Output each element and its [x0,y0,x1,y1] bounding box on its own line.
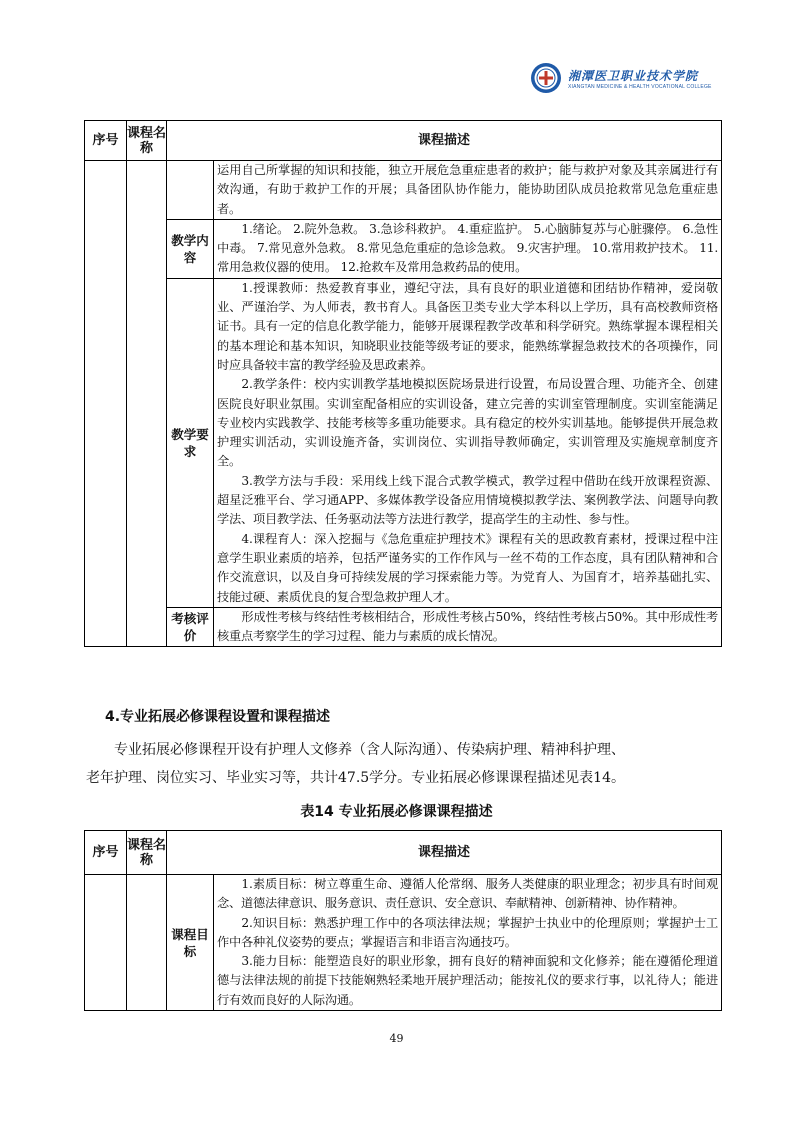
desc-competence-continued [214,161,722,220]
label-teaching-content: 教学内容 [167,219,214,278]
goal-knowledge: 2.知识目标：熟悉护理工作中的各项法律法规；掌握护士执业中的伦理原则；掌握护士工作中各种礼仪姿势的要点；掌握语言和非语言沟通技巧。 [217,915,719,949]
cell-no-empty [85,875,127,1011]
extension-course-table [84,830,722,1011]
page-number: 49 [389,1032,404,1045]
school-name-cn: 湘潭医卫职业技术学院 [568,68,699,83]
cell-no-empty [85,161,127,647]
header-course-name [127,121,167,161]
desc-evaluation [214,607,722,647]
course-table-continued [84,120,722,647]
header-course-name [127,831,167,875]
desc-course-goals [214,875,722,1011]
header-course-desc: 课程描述 [167,121,722,161]
desc-teaching-requirements [214,278,722,607]
goal-quality: 1.素质目标：树立尊重生命、遵循人伦常纲、服务人类健康的职业理念；初步具有时间观念、道德法律意识、服务意识、责任意识、安全意识、奉献精神、创新精神、协作精神。 [217,877,719,911]
evaluation-text: 形成性考核与终结性考核相结合，形成性考核占50%，终结性考核占50%。其中形成性考核重点考察学生的学习过程、能力与素质的成长情况。 [217,609,719,644]
header-no: 序号 [85,831,127,875]
req-education: 4.课程育人：深入挖掘与《急危重症护理技术》课程有关的思政教育素材，授课过程中注意学生职业素质的培养，包括严谨务实的工作作风与一丝不苟的工作态度，具有团队精神和合作交流意识，以及自身可持续发展的学习探索能力等。为党育人、为国育才，培养基础扎实、技能过硬、素质优良的复合型急救护理人才。 [217,531,719,604]
req-conditions: 2.教学条件：校内实训教学基地模拟医院场景进行设置，布局设置合理、功能齐全、创建医院良好职业氛围。实训室配备相应的实训设备，建立完善的实训室管理制度。实训室能满足专业校内实践教学、技能考核等多重功能要求。具有稳定的校外实训基地。能够提供开展急救护理实训活动，实训设施齐备，实训岗位、实训指导教师确定，实训管理及实施规章制度齐全。 [217,377,719,469]
school-emblem-icon [530,62,562,94]
label-teaching-requirements: 教学要求 [167,278,214,607]
req-methods: 3.教学方法与手段：采用线上线下混合式教学模式，教学过程中借助在线开放课程资源、超星泛雅平台、学习通APP、多媒体教学设备应用情境模拟教学法、案例教学法、问题导向教学法、项目教学法、任务驱动法等方法进行教学，提高学生的主动性、参与性。 [217,473,719,527]
header-no: 序号 [85,121,127,161]
section-heading: 4.专业拓展必修课程设置和课程描述 [105,709,331,725]
desc-teaching-content [214,219,722,278]
req-teacher: 1.授课教师：热爱教育事业，遵纪守法，具有良好的职业道德和团结协作精神，爱岗敬业、严谨治学、为人师表，教书育人。具备医卫类专业大学本科以上学历，具有高校教师资格证书。具有一定的信息化教学能力，能够开展课程教学改革和科学研究。熟练掌握本课程相关的基本理论和基本知识，知晓职业技能等级考证的要求，能熟练掌握急救技术的各项操作，同时应具备较丰富的教学经验及思政素养。 [217,280,719,372]
header-course-name-text: 课程名称 [127,837,167,868]
school-logo [530,60,720,96]
cell-name-empty [127,875,167,1011]
school-name-en: XIANGTAN MEDICINE & HEALTH VOCATIONAL COLLEGE [568,83,712,90]
goal-ability: 3.能力目标：能塑造良好的职业形象，拥有良好的精神面貌和文化修养；能在遵循伦理道德与法律法规的前提下技能娴熟轻柔地开展护理活动；能按礼仪的要求行事，以礼待人；能进行有效而良好的人际沟通。 [217,954,719,1007]
cell-name-empty [127,161,167,647]
label-evaluation: 考核评价 [167,607,214,647]
header-course-desc: 课程描述 [167,831,722,875]
cell-sub-empty [167,161,214,220]
teaching-content-text: 1.绪论。 2.院外急救。 3.急诊科救护。 4.重症监护。 5.心脑肺复苏与心脏骤停。 6.急性中毒。 7.常见意外急救。 8.常见急危重症的急诊急救。 9.灾害护理。 10.常用救护技术。 11.常用急救仪器的使用。 12.抢救车及常用急救药品的使用。 [217,221,719,275]
header-course-name-text: 课程名称 [127,125,167,156]
section-para-line1: 专业拓展必修课程开设有护理人文修养（含人际沟通）、传染病护理、精神科护理、 [114,742,625,758]
label-course-goals: 课程目标 [167,875,214,1011]
section-para-line2: 老年护理、岗位实习、毕业实习等，共计47.5学分。专业拓展必修课课程描述见表14。 [86,770,625,786]
desc-competence-text: 运用自己所掌握的知识和技能，独立开展危急重症患者的救护；能与救护对象及其亲属进行有效沟通，有助于救护工作的开展；具备团队协作能力，能协助团队成员抢救常见急危重症患者。 [217,163,719,216]
table-caption: 表14 专业拓展必修课课程描述 [300,804,493,820]
